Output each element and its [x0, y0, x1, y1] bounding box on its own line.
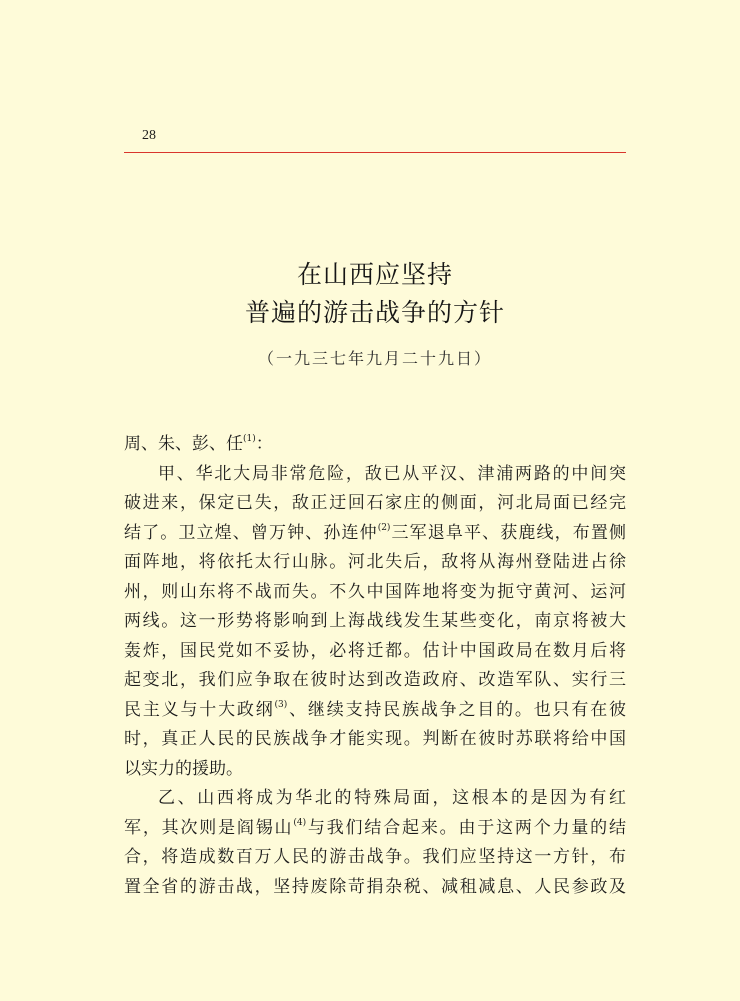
paragraph-2-line: 乙、山西将成为华北的特殊局面，这根本的是因为有红 — [158, 788, 626, 808]
text-run: 军，其次则是阎锡山 — [124, 817, 294, 838]
footnote-ref-1: (1) — [243, 434, 256, 444]
text-run: 、继续支持民族战争之目的。也只有在彼 — [287, 699, 627, 720]
paragraph-1-line — [124, 696, 626, 726]
paragraph-1-line: 破进来，保定已失，敌正迂回石家庄的侧面，河北局面已经完 — [124, 493, 626, 513]
chapter-date: （一九三七年九月二十九日） — [257, 349, 492, 368]
salutation — [124, 430, 626, 460]
paragraph-1-line: 起变北，我们应争取在彼时达到改造政府、改造军队、实行三 — [124, 670, 626, 690]
salutation-text: 周、朱、彭、任 — [124, 434, 243, 454]
paragraph-1-line: 时，真正人民的民族战争才能实现。判断在彼时苏联将给中国 — [124, 729, 626, 749]
header-rule — [124, 152, 626, 153]
body-text — [124, 430, 626, 902]
text-run: 与我们结合起来。由于这两个力量的结 — [306, 817, 627, 838]
paragraph-1-line: 两线。这一形势将影响到上海战线发生某些变化，南京将被大 — [124, 611, 626, 631]
paragraph-1-line: 轰炸，国民党如不妥协，必将迁都。估计中国政局在数月后将 — [124, 640, 626, 661]
footnote-ref-2: (2) — [377, 522, 391, 533]
paragraph-2-line: 置全省的游击战，坚持废除苛捐杂税、减租减息、人民参政及 — [124, 876, 626, 897]
paragraph-1-line: 以实力的援助。 — [124, 758, 243, 779]
footnote-ref-4: (4) — [293, 817, 307, 828]
text-run: 民主义与十大政纲 — [124, 699, 275, 720]
paragraph-2-line: 合，将造成数百万人民的游击战争。我们应坚持这一方针，布 — [124, 847, 626, 867]
salutation-colon: ： — [255, 434, 273, 454]
paragraph-1-line: 州，则山东将不战而失。不久中国阵地将变为扼守黄河、运河 — [124, 581, 626, 602]
chapter-title-line-2: 普遍的游击战争的方针 — [244, 298, 505, 327]
paragraph-2-line — [124, 814, 626, 844]
text-run: 结了。卫立煌、曾万钟、孙连仲 — [124, 522, 378, 543]
paragraph-1-line: 面阵地，将依托太行山脉。河北失后，敌将从海州登陆进占徐 — [124, 552, 626, 572]
page-number: 28 — [142, 128, 156, 143]
text-run: 三军退阜平、获鹿线，布置侧 — [390, 522, 627, 543]
chapter-title-line-1: 在山西应坚持 — [296, 260, 453, 289]
paragraph-1-line — [124, 519, 626, 549]
footnote-ref-3: (3) — [274, 699, 288, 710]
paragraph-1-line: 甲、华北大局非常危险，敌已从平汉、津浦两路的中间突 — [158, 463, 626, 484]
